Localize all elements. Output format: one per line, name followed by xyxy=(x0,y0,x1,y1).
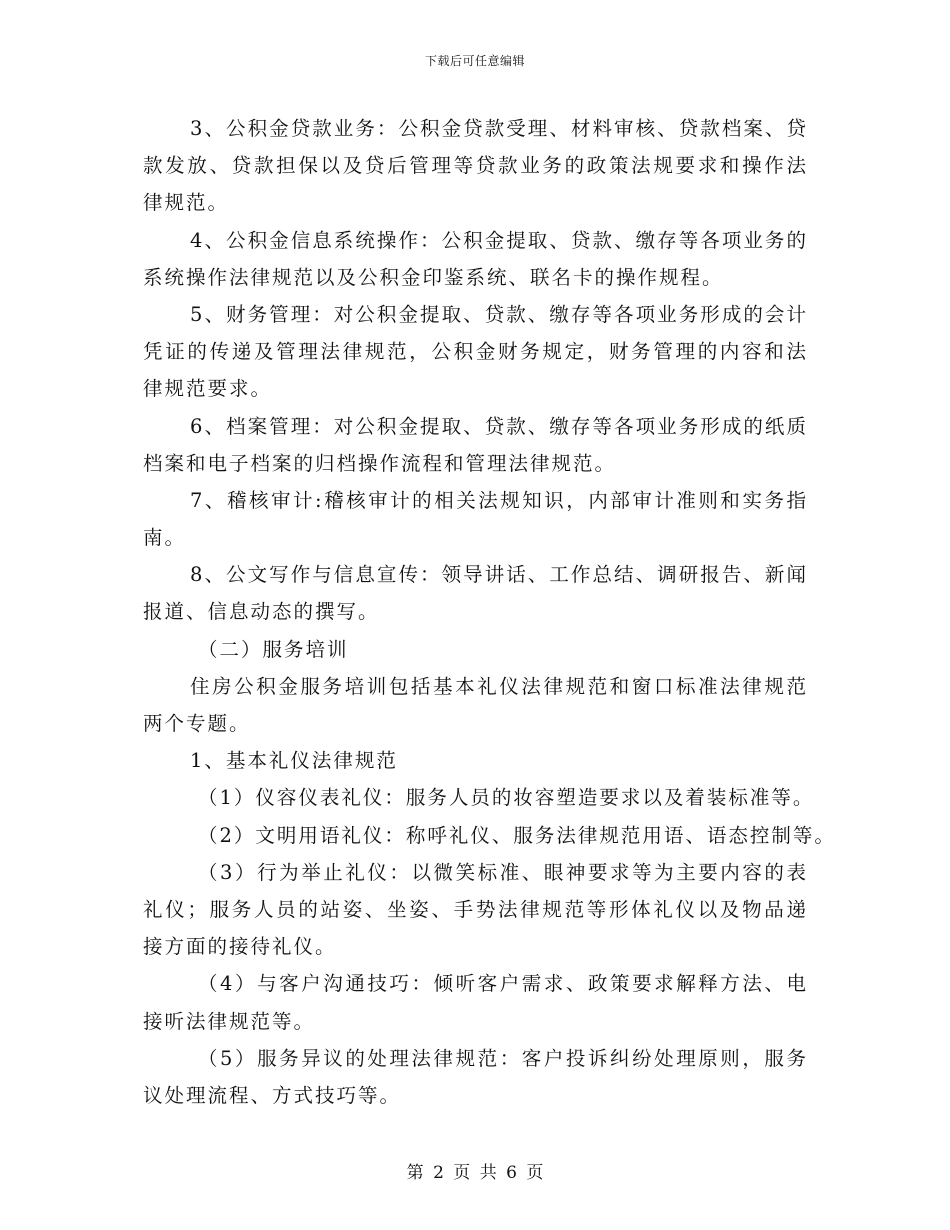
text-line: 8、公文写作与信息宣传：领导讲话、工作总结、调研报告、新闻 xyxy=(190,563,808,587)
text-line: 系统操作法律规范以及公积金印鉴系统、联名卡的操作规程。 xyxy=(143,265,724,289)
text-line: 6、档案管理：对公积金提取、贷款、缴存等各项业务形成的纸质 xyxy=(190,414,808,438)
page-header: 下载后可任意编辑 xyxy=(424,54,525,68)
text-line: 凭证的传递及管理法律规范，公积金财务规定，财务管理的内容和法 xyxy=(143,340,808,364)
text-line: 报道、信息动态的撰写。 xyxy=(143,600,380,624)
text-line: 5、财务管理：对公积金提取、贷款、缴存等各项业务形成的会计 xyxy=(190,302,808,326)
page-footer: 第 2 页 共 6 页 xyxy=(406,1163,544,1183)
text-line: （3）行为举止礼仪：以微笑标准、眼神要求等为主要内容的表 xyxy=(198,860,808,884)
text-line: 接方面的接待礼仪。 xyxy=(143,935,337,959)
text-line: 4、公积金信息系统操作：公积金提取、贷款、缴存等各项业务的 xyxy=(190,228,808,252)
text-line: （2）文明用语礼仪：称呼礼仪、服务法律规范用语、语态控制等。 xyxy=(198,823,836,847)
text-line: 议处理流程、方式技巧等。 xyxy=(143,1083,402,1107)
text-line: 律规范要求。 xyxy=(143,377,273,401)
text-line: （1）仪容仪表礼仪：服务人员的妆容塑造要求以及着装标准等。 xyxy=(198,786,815,810)
text-line: 礼仪；服务人员的站姿、坐姿、手势法律规范等形体礼仪以及物品递 xyxy=(143,897,808,921)
document-body xyxy=(143,110,836,1114)
text-line: 接听法律规范等。 xyxy=(143,1009,316,1033)
text-line: （4）与客户沟通技巧：倾听客户需求、政策要求解释方法、电 xyxy=(198,972,808,996)
text-line: 南。 xyxy=(143,526,187,550)
text-line: 档案和电子档案的归档操作流程和管理法律规范。 xyxy=(143,451,617,475)
text-line: 款发放、贷款担保以及贷后管理等贷款业务的政策法规要求和操作法 xyxy=(143,154,808,178)
text-line: 两个专题。 xyxy=(143,712,251,735)
section-heading: （二）服务培训 xyxy=(198,637,349,661)
text-line: 律规范。 xyxy=(143,191,230,215)
subsection-heading: 1、基本礼仪法律规范 xyxy=(190,749,398,773)
text-line: 7、稽核审计:稽核审计的相关法规知识，内部审计准则和实务指 xyxy=(190,488,808,512)
text-line: （5）服务异议的处理法律规范：客户投诉纠纷处理原则，服务 xyxy=(198,1046,808,1070)
text-line: 住房公积金服务培训包括基本礼仪法律规范和窗口标准法律规范 xyxy=(190,674,808,698)
text-line: 3、公积金贷款业务：公积金贷款受理、材料审核、贷款档案、贷 xyxy=(190,117,808,140)
